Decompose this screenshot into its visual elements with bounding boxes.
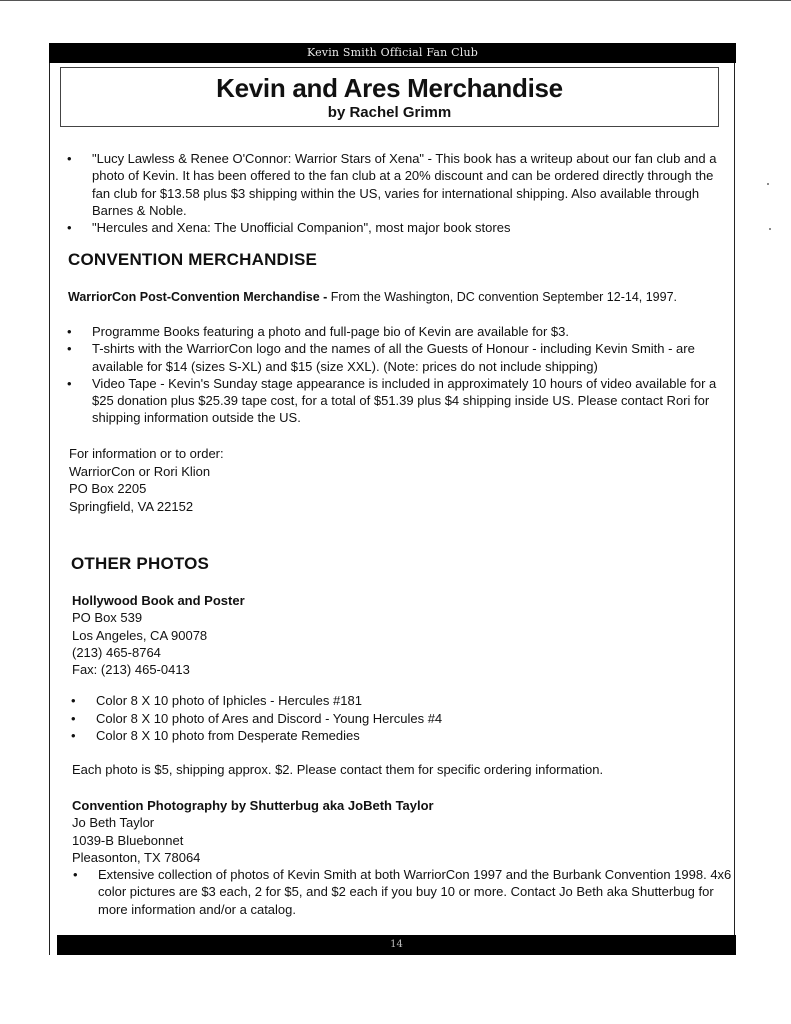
- list-item: • T-shirts with the WarriorCon logo and the names of all the Guests of Honour - including Kevin Smith - are available for $14 (sizes S-XL) and $15 (size XXL). (Note: prices do not include shipping): [66, 340, 730, 375]
- vendor1-note: Each photo is $5, shipping approx. $2. Please contact them for specific ordering information.: [72, 762, 604, 777]
- vendor2-address: [72, 797, 434, 866]
- order-info-name: WarriorCon or Rori Klion: [69, 463, 211, 479]
- subhead-bold: WarriorCon Post-Convention Merchandise -: [68, 290, 328, 304]
- article-byline: by Rachel Grimm: [327, 104, 452, 121]
- vendor1-list: [70, 692, 730, 745]
- order-info-city: Springfield, VA 22152: [69, 498, 194, 514]
- page-number: 14: [390, 939, 403, 950]
- convention-list: [66, 323, 730, 427]
- vendor2-list: [72, 866, 732, 918]
- vendor2-city: Pleasonton, TX 78064: [72, 849, 201, 865]
- newsletter-header-bar: [49, 43, 736, 63]
- vendor1-po-box: PO Box 539: [72, 610, 143, 626]
- newsletter-footer-bar: [57, 935, 736, 955]
- list-item: • Programme Books featuring a photo and full-page bio of Kevin are available for $3.: [66, 323, 730, 340]
- list-item: • "Hercules and Xena: The Unofficial Companion", most major book stores: [66, 219, 730, 236]
- order-info-po-box: PO Box 2205: [69, 481, 147, 497]
- scan-edge-line: [0, 0, 791, 1]
- section-heading-convention: CONVENTION MERCHANDISE: [68, 250, 318, 269]
- vendor2-street: 1039-B Bluebonnet: [72, 832, 184, 848]
- order-info-label: For information or to order:: [69, 446, 224, 461]
- list-item: • Video Tape - Kevin's Sunday stage appearance is included in approximately 10 hours of video available for a $25 donation plus $25.39 tape cost, for a total of $51.39 plus $4 shipping inside US. Please contact Rori for shipping information outside the US.: [66, 375, 730, 427]
- article-title: Kevin and Ares Merchandise: [216, 73, 563, 103]
- vendor1-name: Hollywood Book and Poster: [72, 593, 245, 608]
- list-item: • Color 8 X 10 photo of Iphicles - Hercules #181: [70, 692, 730, 710]
- scan-speck: [767, 183, 769, 185]
- article-title-box: [60, 67, 719, 127]
- list-item: • Color 8 X 10 photo of Ares and Discord - Young Hercules #4: [70, 710, 730, 728]
- list-item: • Color 8 X 10 photo from Desperate Remedies: [70, 727, 730, 745]
- books-section: [66, 150, 730, 236]
- vendor1-phone: (213) 465-8764: [72, 644, 161, 660]
- vendor2-name: Convention Photography by Shutterbug aka JoBeth Taylor: [72, 798, 434, 813]
- scan-speck: [769, 228, 771, 230]
- vendor2-contact: Jo Beth Taylor: [72, 815, 155, 831]
- convention-items: [66, 323, 730, 427]
- vendor1-address: [72, 592, 245, 678]
- subhead-text: From the Washington, DC convention September 12-14, 1997.: [327, 290, 678, 304]
- convention-subhead: [68, 290, 677, 304]
- list-item: • Extensive collection of photos of Kevin Smith at both WarriorCon 1997 and the Burbank Convention 1998. 4x6 color pictures are $3 each, 2 for $5, and $2 each if you buy 10 or more. Contact Jo Beth aka Shutterbug for more information and/or a catalog.: [72, 866, 732, 918]
- vendor1-items: [70, 692, 730, 745]
- order-info-block: [69, 445, 224, 515]
- vendor2-items: [72, 866, 732, 918]
- club-name: Kevin Smith Official Fan Club: [306, 46, 479, 59]
- books-list: [66, 150, 730, 236]
- section-heading-other-photos: OTHER PHOTOS: [71, 554, 210, 573]
- list-item: • "Lucy Lawless & Renee O'Connor: Warrior Stars of Xena" - This book has a writeup about our fan club and a photo of Kevin. It has been offered to the fan club at a 20% discount and can be ordered directly through the fan club for $13.58 plus $3 shipping within the US, varies for international shipping. Also available through Barnes & Noble.: [66, 150, 730, 219]
- vendor1-fax: Fax: (213) 465-0413: [72, 662, 190, 678]
- vendor1-city: Los Angeles, CA 90078: [72, 627, 208, 643]
